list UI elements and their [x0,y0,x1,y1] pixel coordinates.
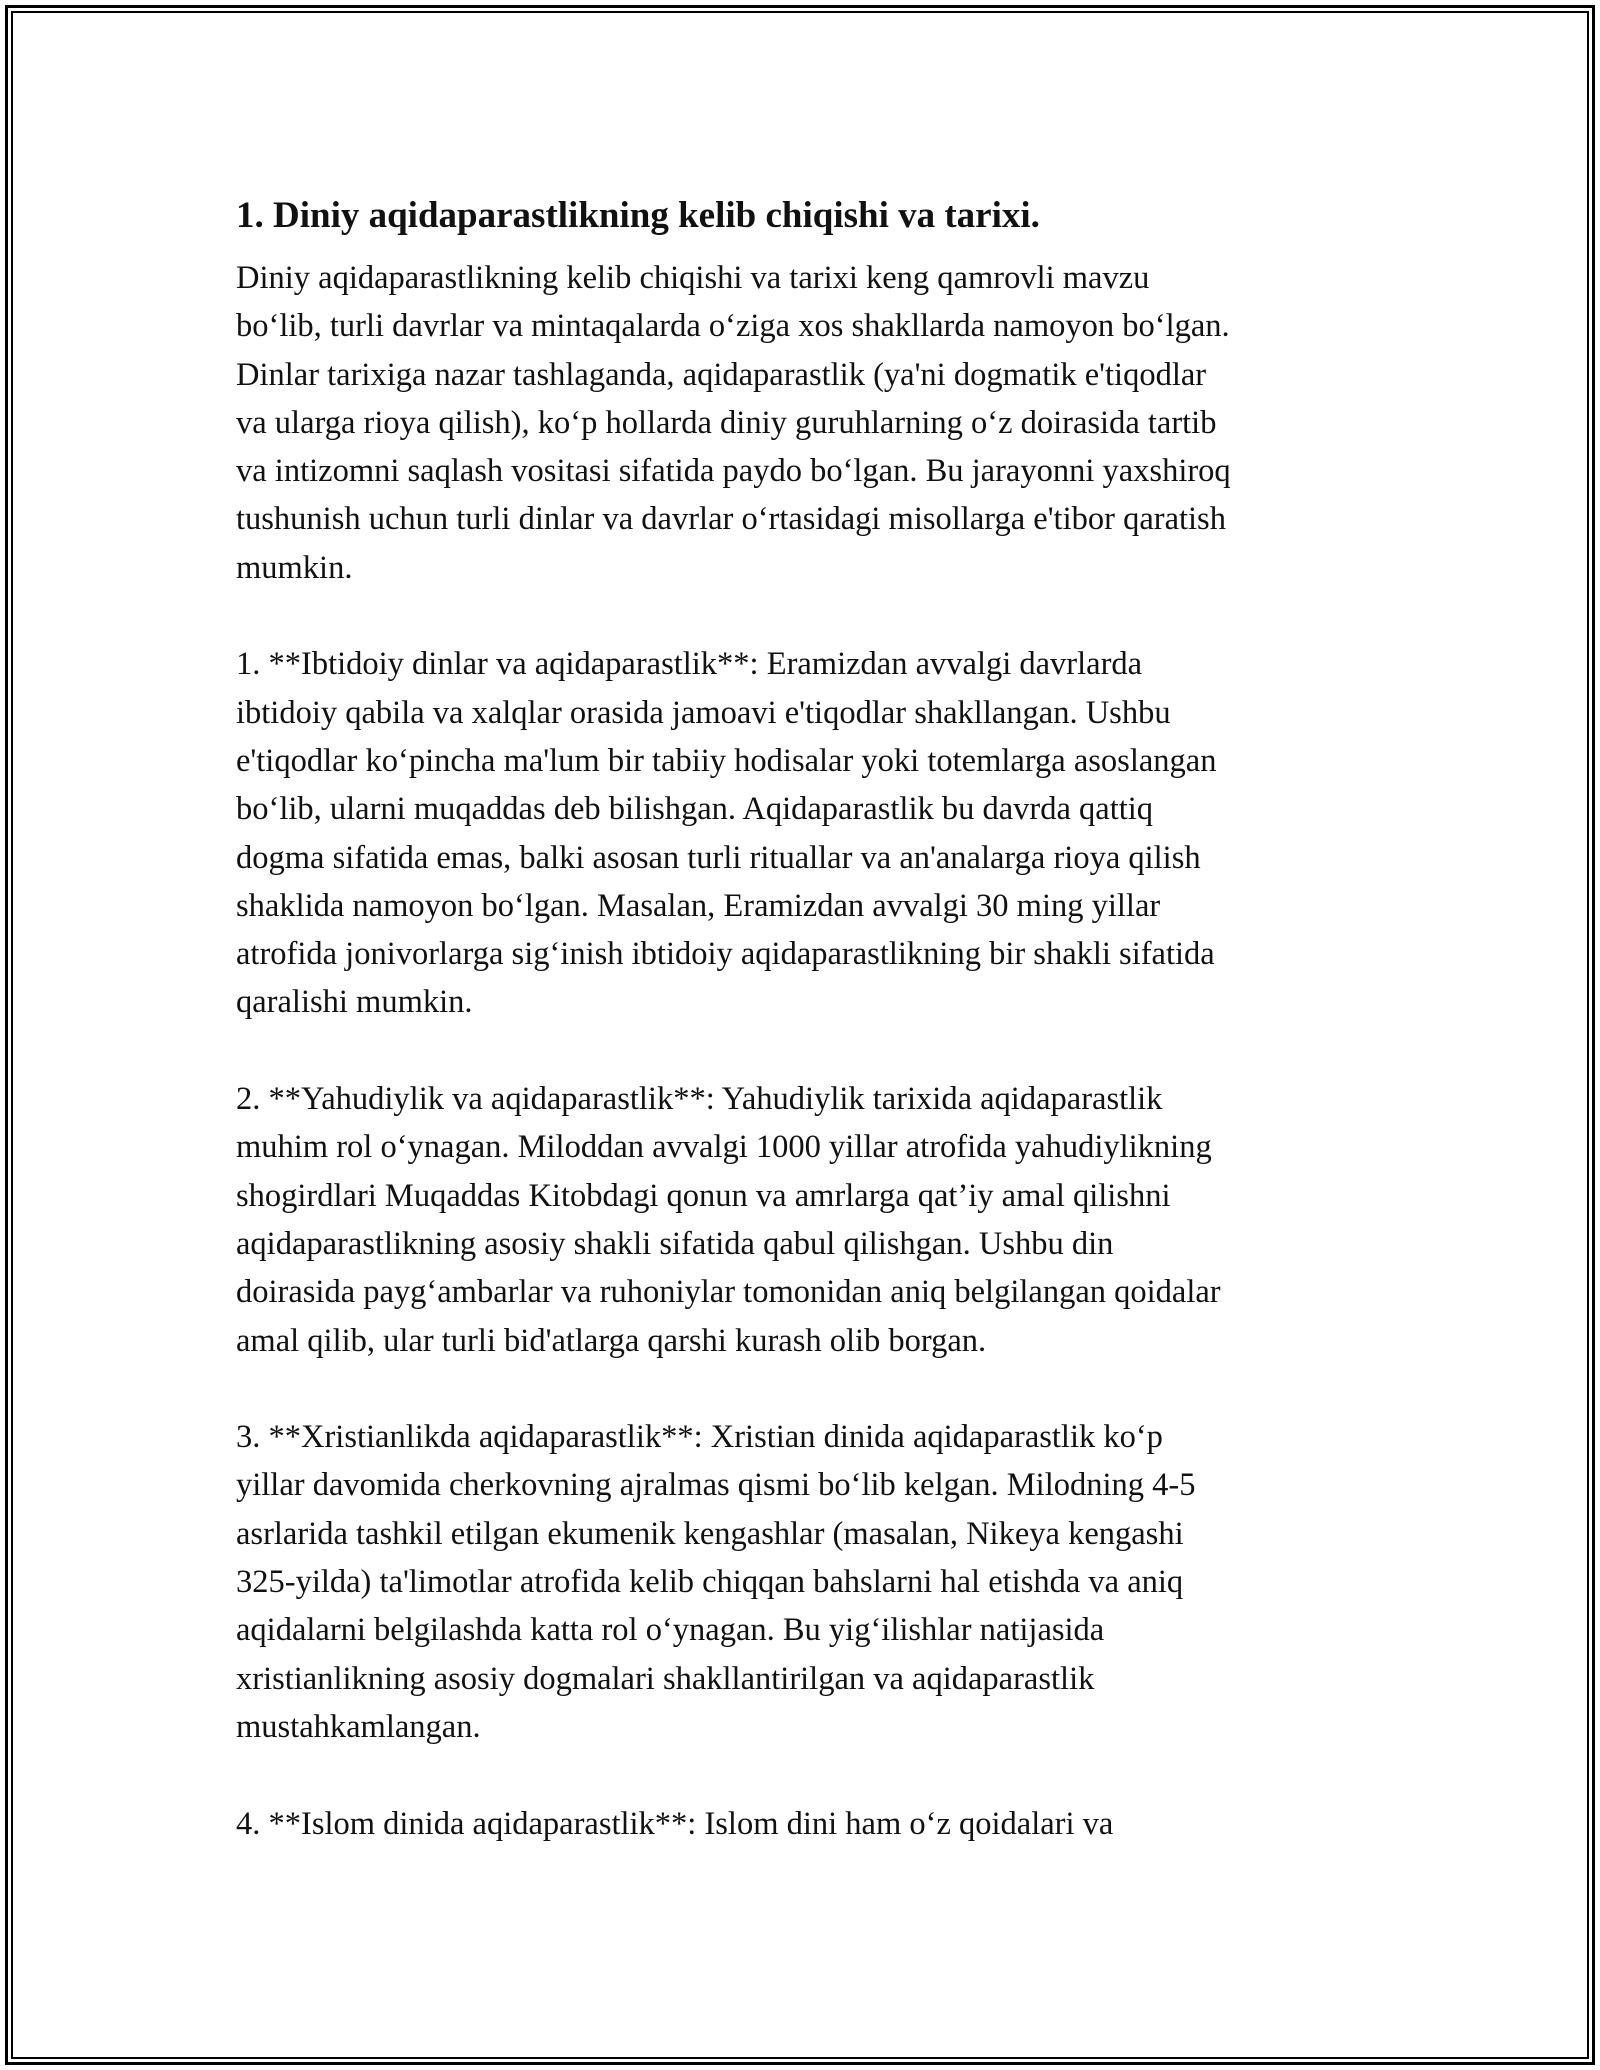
text-line: mumkin. [236,549,353,586]
text-line: shaklida namoyon bo‘lgan. Masalan, Eramizdan avvalgi 30 ming yillar [236,887,1161,924]
text-line: shogirdlari Muqaddas Kitobdagi qonun va amrlarga qat’iy amal qilishni [236,1177,1171,1214]
paragraph-christianity [236,1413,1366,1751]
text-line: muhim rol o‘ynagan. Miloddan avvalgi 1000 yillar atrofida yahudiylikning [236,1129,1212,1166]
paragraph-intro [236,254,1366,592]
text-line: ibtidoiy qabila va xalqlar orasida jamoavi e'tiqodlar shakllangan. Ushbu [236,694,1171,731]
text-line: Dinlar tarixiga nazar tashlaganda, aqidaparastlik (ya'ni dogmatik e'tiqodlar [236,356,1207,393]
text-line: bo‘lib, ularni muqaddas deb bilishgan. Aqidaparastlik bu davrda qattiq [236,791,1154,828]
text-line: yillar davomida cherkovning ajralmas qismi bo‘lib kelgan. Milodning 4-5 [236,1467,1196,1504]
text-line: 3. **Xristianlikda aqidaparastlik**: Xristian dinida aqidaparastlik ko‘p [236,1419,1163,1456]
text-line: amal qilib, ular turli bid'atlarga qarshi kurash olib borgan. [236,1322,987,1359]
text-line: 1. **Ibtidoiy dinlar va aqidaparastlik**: Eramizdan avvalgi davrlarda [236,646,1143,683]
section-heading: 1. Diniy aqidaparastlikning kelib chiqishi va tarixi. [236,195,1040,236]
text-line: doirasida payg‘ambarlar va ruhoniylar tomonidan aniq belgilangan qoidalar [236,1274,1221,1311]
paragraph-islam [236,1800,1366,1848]
paragraph-judaism [236,1075,1366,1365]
text-line: Diniy aqidaparastlikning kelib chiqishi va tarixi keng qamrovli mavzu [236,260,1150,296]
text-line: 2. **Yahudiylik va aqidaparastlik**: Yahudiylik tarixida aqidaparastlik [236,1081,1163,1118]
text-line: qaralishi mumkin. [236,984,473,1021]
text-line: va intizomni saqlash vositasi sifatida paydo bo‘lgan. Bu jarayonni yaxshiroq [236,453,1231,490]
text-line: mustahkamlangan. [236,1708,481,1745]
text-line: e'tiqodlar ko‘pincha ma'lum bir tabiiy hodisalar yoki totemlarga asoslangan [236,742,1217,779]
text-line: 325-yilda) ta'limotlar atrofida kelib chiqqan bahslarni hal etishda va aniq [236,1564,1184,1601]
text-line: bo‘lib, turli davrlar va mintaqalarda o‘ziga xos shakllarda namoyon bo‘lgan. [236,308,1230,345]
paragraph-primitive-religions [236,640,1366,1026]
text-line: 4. **Islom dinida aqidaparastlik**: Islom dini ham o‘z qoidalari va [236,1805,1114,1842]
text-line: va ularga rioya qilish), ko‘p hollarda diniy guruhlarning o‘z doirasida tartib [236,404,1217,441]
text-line: dogma sifatida emas, balki asosan turli rituallar va an'analarga rioya qilish [236,839,1201,876]
text-line: xristianlikning asosiy dogmalari shakllantirilgan va aqidaparastlik [236,1660,1095,1697]
document-body [236,186,1366,1896]
text-line: atrofida jonivorlarga sig‘inish ibtidoiy aqidaparastlikning bir shakli sifatida [236,936,1215,973]
text-line: aqidalarni belgilashda katta rol o‘ynagan. Bu yig‘ilishlar natijasida [236,1612,1105,1649]
text-line: aqidaparastlikning asosiy shakli sifatida qabul qilishgan. Ushbu din [236,1225,1114,1262]
text-line: asrlarida tashkil etilgan ekumenik kengashlar (masalan, Nikeya kengashi [236,1515,1184,1552]
text-line: tushunish uchun turli dinlar va davrlar o‘rtasidagi misollarga e'tibor qaratish [236,501,1226,538]
